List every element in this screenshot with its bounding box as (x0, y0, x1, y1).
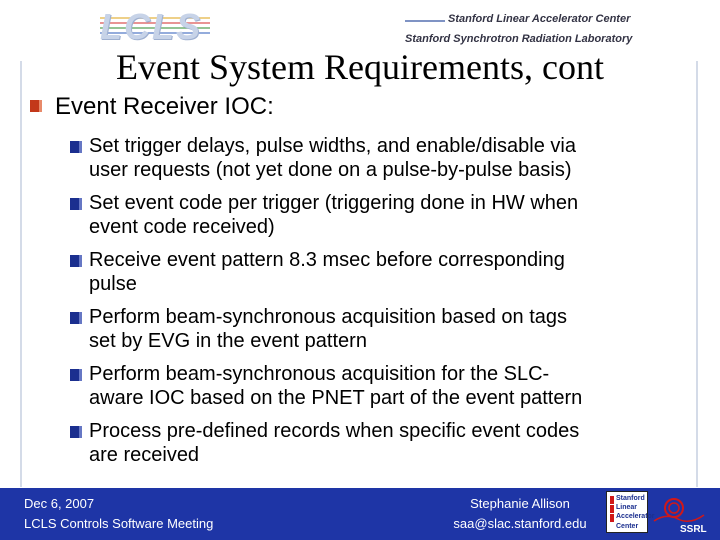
slac-logo-box (606, 491, 655, 533)
square-bullet-icon (70, 312, 82, 324)
list-item (70, 363, 700, 410)
slide-title: Event System Requirements, cont (116, 47, 604, 87)
slide-header (0, 0, 720, 50)
list-item-line: Set trigger delays, pulse widths, and enable/disable via (89, 135, 576, 157)
org-name-ssrl: Stanford Synchrotron Radiation Laboratory (405, 33, 633, 45)
slac-logo-word: Center (616, 523, 639, 530)
list-item-line: Set event code per trigger (triggering done in HW when (89, 192, 579, 214)
footer-left (24, 494, 213, 534)
list-item-line: are received (89, 443, 200, 466)
list-item-line: Process pre-defined records when specific event codes (89, 420, 580, 442)
list-item-line: Perform beam-synchronous acquisition based on tags (89, 306, 568, 328)
slac-logo-word: Stanford (616, 495, 645, 502)
level1-bullet-text: Event Receiver IOC: (55, 93, 274, 120)
square-bullet-icon (70, 198, 82, 210)
bullet-list (70, 135, 700, 477)
list-item (70, 135, 700, 182)
square-bullet-icon (70, 369, 82, 381)
list-item (70, 249, 700, 296)
footer-email: saa@slac.stanford.edu (453, 516, 587, 531)
list-item-line: set by EVG in the event pattern (89, 329, 367, 352)
list-item-line: aware IOC based on the PNET part of the event pattern (89, 386, 583, 409)
list-item-line: Perform beam-synchronous acquisition for the SLC- (89, 363, 550, 385)
slac-logo-bar (610, 514, 614, 522)
list-item (70, 192, 700, 239)
list-item-line: event code received) (89, 215, 275, 238)
list-item-line: pulse (89, 272, 137, 295)
slac-logo-bar (610, 505, 614, 513)
square-bullet-icon (30, 100, 42, 112)
list-item-line: user requests (not yet done on a pulse-by-pulse basis) (89, 158, 572, 181)
footer-date: Dec 6, 2007 (24, 496, 95, 511)
list-item-line: Receive event pattern 8.3 msec before corresponding (89, 249, 565, 271)
footer-meeting: LCLS Controls Software Meeting (24, 516, 214, 531)
lcls-logo-text: LCLS (100, 6, 202, 47)
slac-logo-word: Linear (616, 504, 638, 511)
square-bullet-icon (70, 141, 82, 153)
org-name-slac: Stanford Linear Accelerator Center (448, 13, 631, 25)
slac-logo (606, 491, 710, 535)
ssrl-logo-icon (652, 491, 710, 535)
list-item (70, 306, 700, 353)
square-bullet-icon (70, 255, 82, 267)
slac-logo-word: Accelerator (616, 513, 655, 520)
slac-logo-bar (610, 496, 614, 504)
list-item (70, 420, 700, 467)
footer-presenter: Stephanie Allison (470, 496, 570, 511)
lcls-logo (100, 6, 210, 47)
footer-right (420, 494, 620, 534)
header-rule (405, 20, 445, 22)
square-bullet-icon (70, 426, 82, 438)
ssrl-logo-text: SSRL (680, 524, 707, 535)
